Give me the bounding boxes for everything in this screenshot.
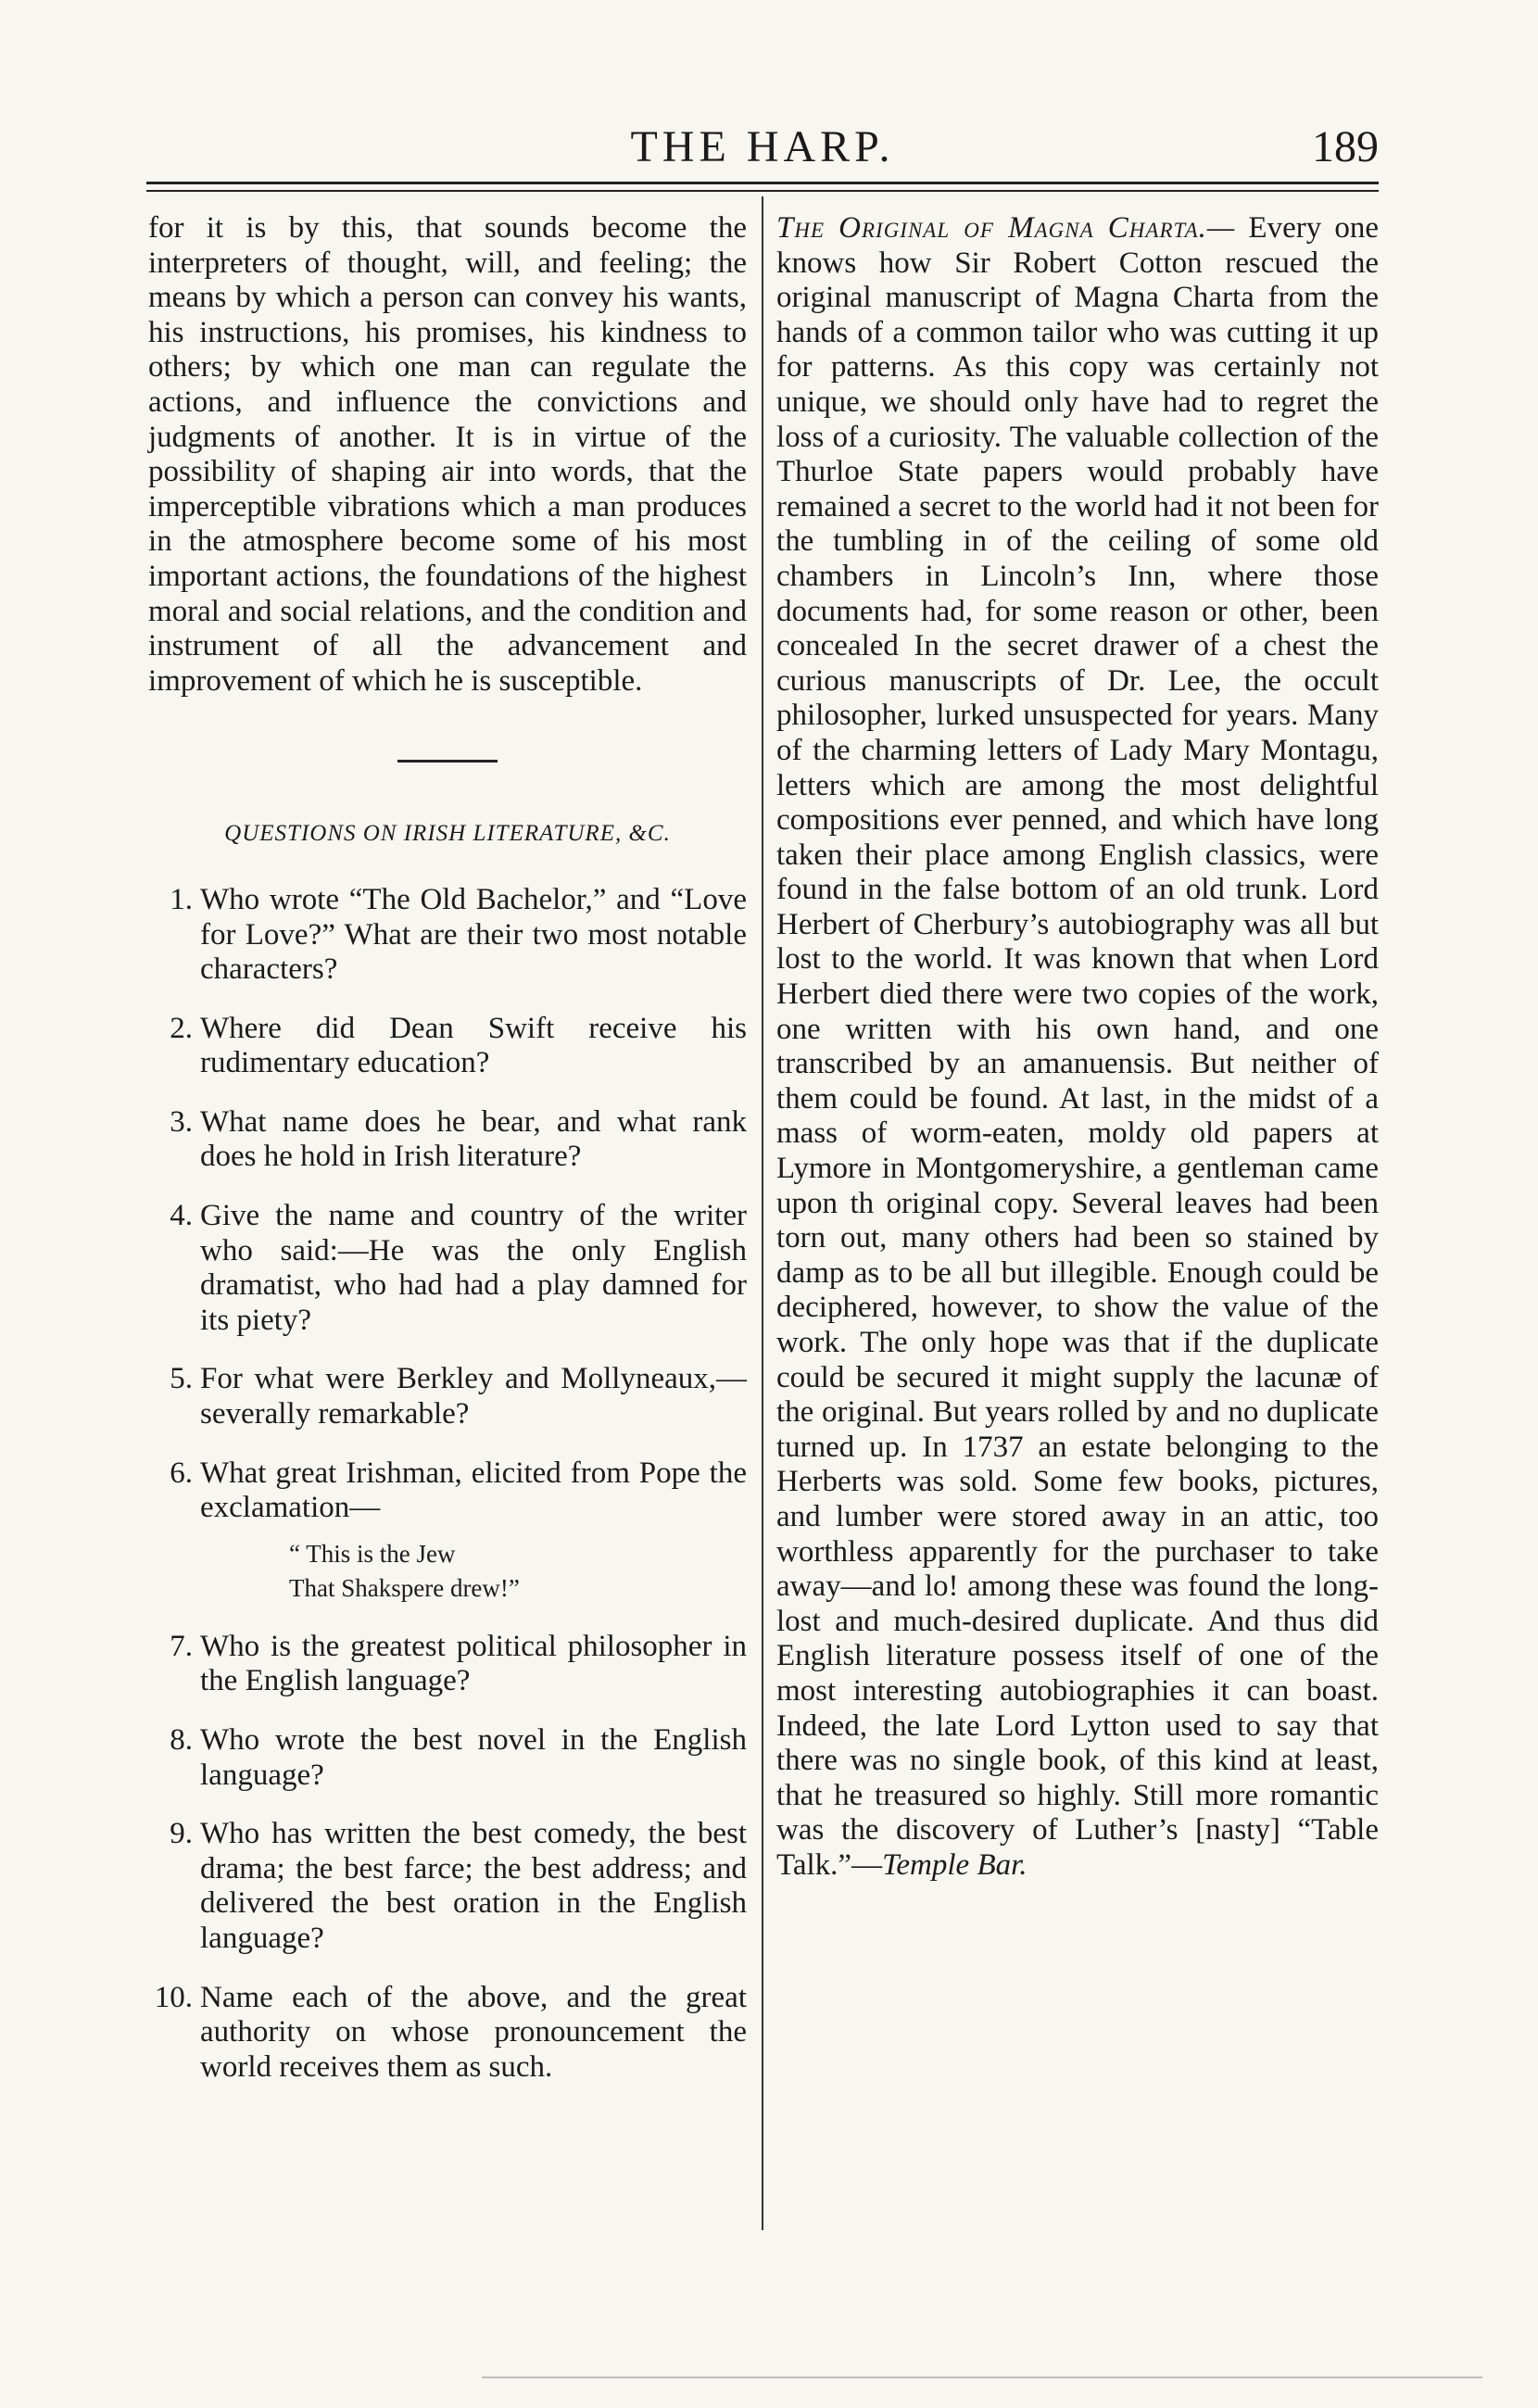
question-number: 5.: [170, 1362, 193, 1396]
article-source: Temple Bar.: [882, 1847, 1027, 1882]
question-number: 3.: [170, 1104, 193, 1139]
question-text: For what were Berkley and Mollyneaux,—severally remarkable?: [200, 1362, 747, 1431]
quote-line: That Shakspere drew!”: [289, 1573, 520, 1602]
page-number: 189: [1312, 122, 1379, 171]
question-text: What name does he bear, and what rank does he hold in Irish literature?: [200, 1104, 747, 1174]
question-text: What great Irishman, elicited from Pope the exclamation—: [200, 1456, 747, 1525]
left-column: [148, 211, 747, 2109]
question-item: [148, 1362, 747, 1431]
question-number: 9.: [170, 1817, 193, 1851]
pope-quotation: [200, 1537, 747, 1606]
question-text: Who has written the best comedy, the best drama; the best farce; the best address; and delivered the best oration in the English language?: [200, 1817, 747, 1955]
column-divider: [762, 196, 763, 2230]
question-item: [148, 1456, 747, 1606]
question-text: Name each of the above, and the great authority on whose pronouncement the world receives them as such.: [200, 1980, 747, 2084]
section-heading: QUESTIONS ON IRISH LITERATURE, &C.: [224, 821, 671, 847]
article-body: Every one knows how Sir Robert Cotton rescued the original manuscript of Magna Charta from the hands of a common tailor who was cutting it up for patterns. As this copy was certainly not unique, we should only have had to regret the loss of a curiosity. The valuable collection of the Thurloe State papers would probably have remained a secret to the world had it not been for the tumbling in of the ceiling of some old chambers in Lincoln’s Inn, where those documents had, for some reason or other, been concealed In the secret drawer of a chest the curious manuscripts of Dr. Lee, the occult philosopher, lurked unsuspected for years. Many of the charming letters of Lady Mary Montagu, letters which are among the most delightful compositions ever penned, and which have long taken their place among English classics, were found in the false bottom of an old trunk. Lord Herbert of Cherbury’s autobiography was all but lost to the world. It was known that when Lord Herbert died there were two copies of the work, one written with his own hand, and one transcribed by an amanuensis. But neither of them could be found. At last, in the midst of a mass of worm-eaten, moldy old papers at Lymore in Montgomeryshire, a gentleman came upon th original copy. Several leaves had been torn out, many others had been so stained by damp as to be all but illegible. Enough could be deciphered, however, to show the value of the work. The only hope was that if the duplicate could be secured it might supply the lacunæ of the original. But years rolled by and no duplicate turned up. In 1737 an estate belonging to the Herberts was sold. Some few books, pictures, and lumber were stored away in an attic, too worthless apparently for the purchaser to take away—and lo! among these was found the long-lost and much-desired duplicate. And thus did English literature possess itself of one of the most interesting autobiographies it can boast. Indeed, the late Lord Lytton used to say that there was no single book, of this kind at least, that he treasured so highly. Still more romantic was the discovery of Luther’s [nasty] “Table Talk.”—: [776, 211, 1379, 1882]
question-number: 7.: [170, 1629, 193, 1663]
header-rule-thin: [146, 190, 1379, 192]
question-item: [148, 1630, 747, 1699]
question-number: 8.: [170, 1723, 193, 1757]
question-item: [148, 1981, 747, 2086]
question-item: [148, 1199, 747, 1338]
question-text: Where did Dean Swift receive his rudimentary education?: [200, 1011, 747, 1080]
question-number: 10.: [154, 1980, 193, 2014]
question-item: [148, 1723, 747, 1793]
article: [776, 211, 1379, 1884]
questions-list: [148, 883, 747, 2085]
section-separator: [397, 760, 498, 763]
question-item: [148, 1012, 747, 1081]
left-paragraph: for it is by this, that sounds become the interpreters of thought, will, and feeling; the means by which a person can convey his wants, his instructions, his promises, his kindness to others; by which one man can regulate the actions, and influence the convictions and judgments of another. It is in virtue of the possibility of shaping air into words, that the imperceptible vibrations which a man produces in the atmosphere become some of his most important actions, the foundations of the highest moral and social relations, and the condition and instrument of all the advancement and improvement of which he is susceptible.: [148, 211, 747, 698]
question-text: Who is the greatest political philosopher in the English language?: [200, 1629, 747, 1698]
question-text: Give the name and country of the writer who said:—He was the only English dramatist, who had had a play damned for its piety?: [200, 1199, 747, 1337]
question-item: [148, 1817, 747, 1956]
quote-line: “ This is the Jew: [289, 1539, 456, 1568]
question-number: 2.: [170, 1011, 193, 1045]
question-number: 4.: [170, 1199, 193, 1233]
question-item: [148, 883, 747, 988]
article-title: The Original of Magna Charta.—: [776, 211, 1236, 245]
page-bottom-edge: [482, 2376, 1482, 2378]
page-header: [146, 119, 1379, 176]
question-number: 6.: [170, 1456, 193, 1490]
question-text: Who wrote “The Old Bachelor,” and “Love for Love?” What are their two most notable characters?: [200, 882, 747, 987]
question-number: 1.: [170, 882, 193, 916]
question-item: [148, 1105, 747, 1175]
right-column: [776, 211, 1379, 1884]
header-rule-thick: [146, 182, 1379, 184]
running-title: THE HARP.: [630, 122, 895, 171]
question-text: Who wrote the best novel in the English language?: [200, 1723, 747, 1792]
